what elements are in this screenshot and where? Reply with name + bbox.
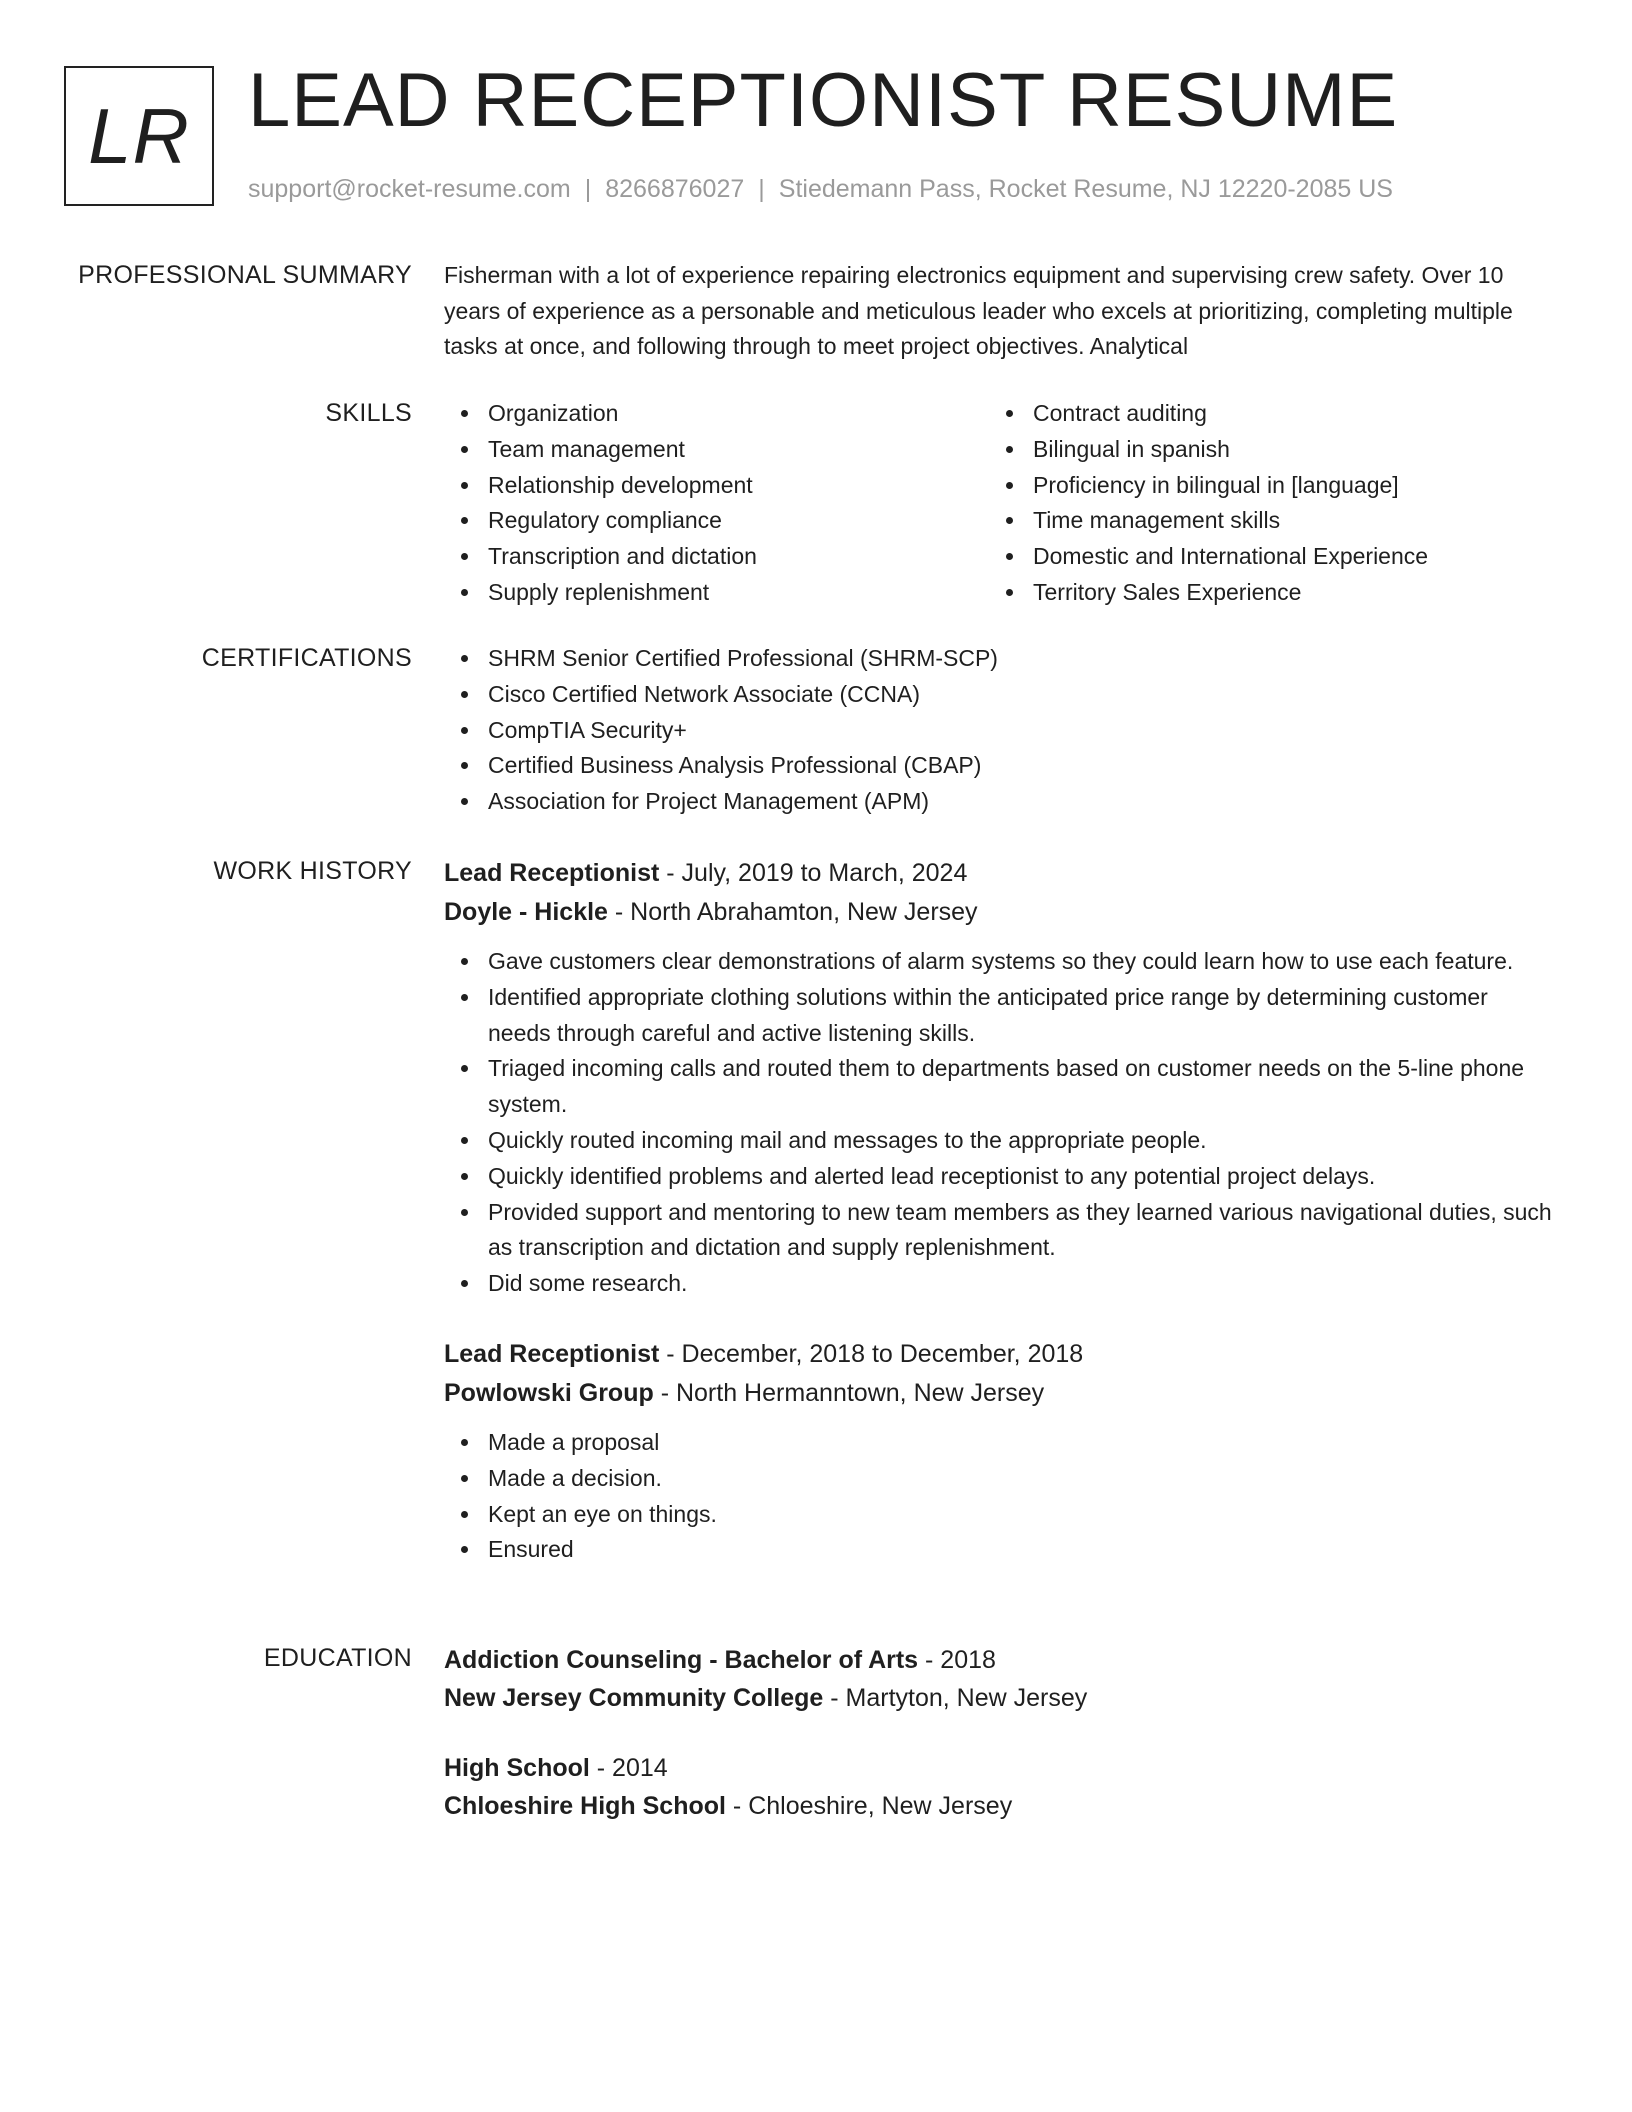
degree-year: - 2014 (589, 1754, 668, 1782)
job-duty: Quickly identified problems and alerted lead receptionist to any potential project delays. (444, 1159, 1554, 1195)
school-location: - Martyton, New Jersey (823, 1684, 1088, 1712)
job-title-line (444, 1335, 1554, 1374)
job-duty: Ensured (444, 1532, 1554, 1568)
section-heading-summary: PROFESSIONAL SUMMARY (78, 261, 412, 289)
degree-line (444, 1641, 1554, 1679)
job-company-line (444, 1374, 1554, 1413)
education-entry (444, 1749, 1554, 1825)
degree-year: - 2018 (918, 1646, 996, 1674)
contact-separator: | (758, 175, 765, 203)
contact-separator: | (584, 175, 592, 203)
education-entry (444, 1641, 1554, 1717)
job-company: Doyle - Hickle (444, 898, 608, 926)
skill-item: Supply replenishment (444, 575, 989, 611)
skill-item: Domestic and International Experience (989, 539, 1534, 575)
job-duty: Identified appropriate clothing solutions within the anticipated price range by determining customer needs through careful and active listening skills. (444, 980, 1554, 1052)
degree-line (444, 1749, 1554, 1787)
certification-item: Association for Project Management (APM) (444, 784, 1554, 820)
contact-line (248, 172, 1393, 206)
school-line (444, 1787, 1554, 1825)
job-title: Lead Receptionist (444, 1339, 660, 1368)
certification-item: Cisco Certified Network Associate (CCNA) (444, 677, 1554, 713)
skill-item: Time management skills (989, 503, 1534, 539)
job-duties-list (444, 944, 1554, 1302)
skill-item: Regulatory compliance (444, 503, 989, 539)
skill-item: Bilingual in spanish (989, 432, 1534, 468)
school-location: - Chloeshire, New Jersey (725, 1792, 1013, 1820)
job-duty: Quickly routed incoming mail and messages to the appropriate people. (444, 1123, 1554, 1159)
job-duties-list (444, 1425, 1554, 1568)
section-heading-education: EDUCATION (263, 1644, 412, 1672)
section-heading-work-history: WORK HISTORY (213, 857, 412, 885)
monogram-logo: LR (64, 66, 214, 206)
job-duty: Provided support and mentoring to new team members as they learned various navigational duties, such as transcription and dictation and supply replenishment. (444, 1195, 1554, 1267)
section-heading-skills: SKILLS (325, 399, 412, 427)
job-location: - North Hermanntown, New Jersey (653, 1378, 1045, 1407)
job-dates: - December, 2018 to December, 2018 (659, 1339, 1084, 1368)
certification-item: SHRM Senior Certified Professional (SHRM-SCP) (444, 641, 1554, 677)
job-title: Lead Receptionist (444, 859, 660, 887)
skill-item: Transcription and dictation (444, 539, 989, 575)
job-duty: Made a proposal (444, 1425, 1554, 1461)
job-entry (444, 1335, 1554, 1568)
skills-list-right (989, 396, 1534, 611)
skill-item: Proficiency in bilingual in [language] (989, 468, 1534, 504)
skill-item: Contract auditing (989, 396, 1534, 432)
school-line (444, 1679, 1554, 1717)
skill-item: Relationship development (444, 468, 989, 504)
job-duty: Made a decision. (444, 1461, 1554, 1497)
job-dates: - July, 2019 to March, 2024 (659, 859, 968, 887)
certifications-list (444, 641, 1554, 820)
certification-item: Certified Business Analysis Professional (CBAP) (444, 748, 1554, 784)
skills-list-left (444, 396, 989, 611)
degree-name: High School (444, 1754, 590, 1782)
job-duty: Did some research. (444, 1266, 1554, 1302)
contact-email[interactable]: support@rocket-resume.com (248, 175, 571, 203)
degree-name: Addiction Counseling - Bachelor of Arts (444, 1646, 919, 1674)
section-heading-certifications: CERTIFICATIONS (201, 644, 412, 672)
certification-item: CompTIA Security+ (444, 713, 1554, 749)
job-entry (444, 854, 1554, 1302)
job-location: - North Abrahamton, New Jersey (607, 898, 978, 926)
job-company-line (444, 893, 1554, 932)
school-name: New Jersey Community College (444, 1684, 824, 1712)
skill-item: Territory Sales Experience (989, 575, 1534, 611)
resume-title: LEAD RECEPTIONIST RESUME (248, 58, 1399, 143)
job-duty: Gave customers clear demonstrations of alarm systems so they could learn how to use each feature. (444, 944, 1554, 980)
contact-address: Stiedemann Pass, Rocket Resume, NJ 12220-2085 US (778, 175, 1393, 203)
job-title-line (444, 854, 1554, 893)
summary-text: Fisherman with a lot of experience repairing electronics equipment and supervising crew safety. Over 10 years of experience as a personable and meticulous leader who excels at prioritizing, completing multiple tasks at once, and following through to meet project objectives. Analytical (444, 262, 1513, 359)
job-company: Powlowski Group (444, 1378, 654, 1407)
job-duty: Kept an eye on things. (444, 1497, 1554, 1533)
skill-item: Organization (444, 396, 989, 432)
contact-phone[interactable]: 8266876027 (605, 175, 745, 203)
job-duty: Triaged incoming calls and routed them to departments based on customer needs on the 5-line phone system. (444, 1051, 1554, 1123)
skill-item: Team management (444, 432, 989, 468)
school-name: Chloeshire High School (444, 1792, 726, 1820)
